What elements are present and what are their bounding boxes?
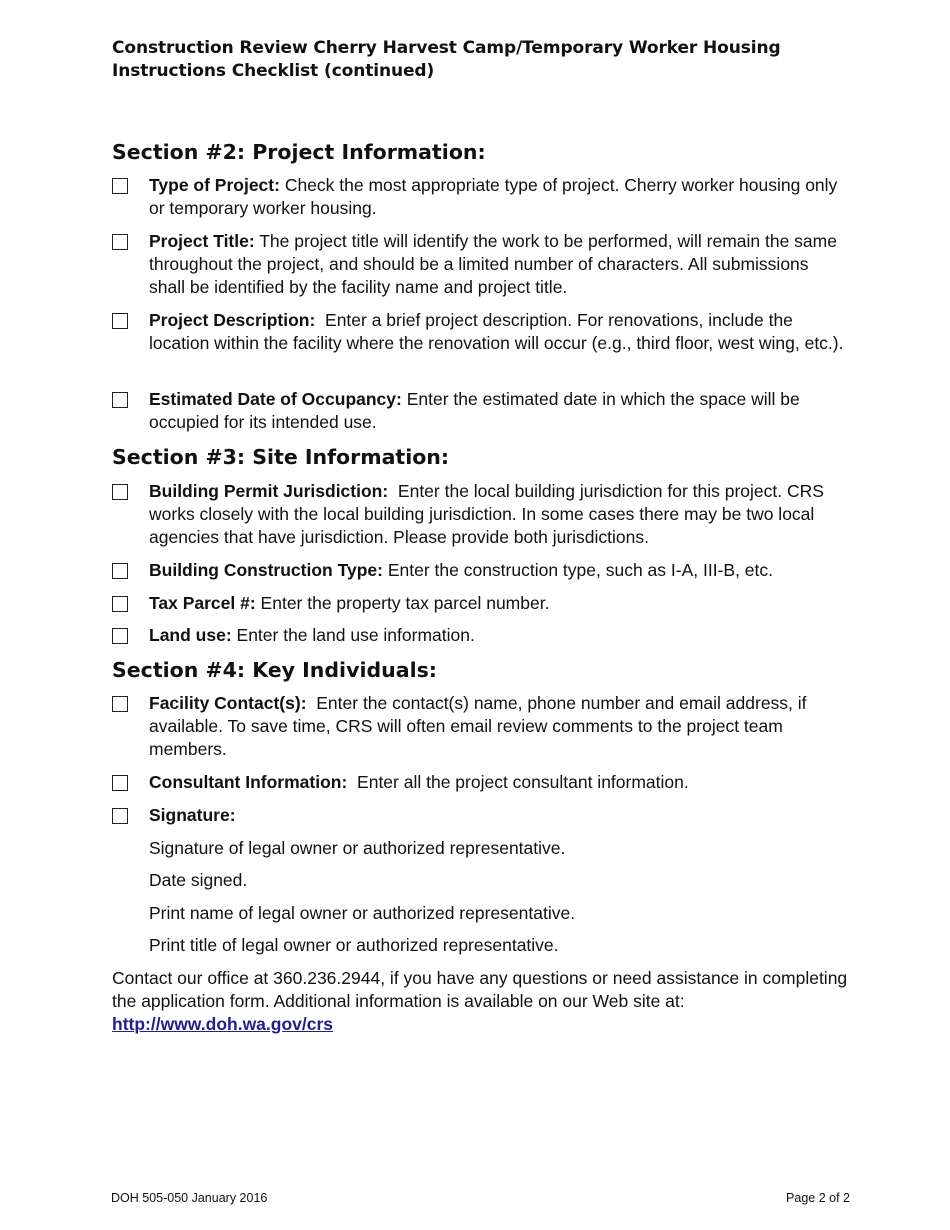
item-text: Signature: <box>149 805 236 825</box>
item-text: Estimated Date of Occupancy: Enter the estimated date in which the space will be occupied for its intended use. <box>149 389 800 432</box>
item-text: Project Title: The project title will identify the work to be performed, will remain the same throughout the project, and should be a limited number of characters. All submissions shall be identified by the facility name and project title. <box>149 231 837 297</box>
checkbox[interactable] <box>112 234 128 250</box>
item-text: Land use: Enter the land use information. <box>149 625 475 645</box>
print-name-line: Print name of legal owner or authorized representative. <box>149 903 576 923</box>
checkbox[interactable] <box>112 628 128 644</box>
document-title <box>112 37 852 83</box>
checkbox[interactable] <box>112 808 128 824</box>
item-text: Building Permit Jurisdiction: Enter the local building jurisdiction for this project. CRS works closely with the local building jurisdiction. In some cases there may be two local agencies that have jurisdiction. Please provide both jurisdictions. <box>149 481 829 547</box>
checkbox[interactable] <box>112 596 128 612</box>
document-title-line-2: Instructions Checklist (continued) <box>112 61 435 81</box>
signature-line: Signature of legal owner or authorized representative. <box>149 838 566 858</box>
section-2-heading: Section #2: Project Information: <box>112 140 486 164</box>
item-text: Project Description: Enter a brief project description. For renovations, include the location within the facility where the renovation will occur (e.g., third floor, west wing, etc.). <box>149 310 844 353</box>
document-title-line-1: Construction Review Cherry Harvest Camp/Temporary Worker Housing <box>112 38 781 58</box>
checkbox[interactable] <box>112 178 128 194</box>
checkbox[interactable] <box>112 775 128 791</box>
checkbox[interactable] <box>112 484 128 500</box>
contact-text: Contact our office at 360.236.2944, if you have any questions or need assistance in completing the application form. Additional information is available on our Web site at: <box>112 968 848 1011</box>
section-3-heading: Section #3: Site Information: <box>112 445 450 469</box>
item-text: Type of Project: Check the most appropriate type of project. Cherry worker housing only or temporary worker housing. <box>149 175 838 218</box>
date-signed-line: Date signed. <box>149 870 248 890</box>
checkbox[interactable] <box>112 563 128 579</box>
checkbox[interactable] <box>112 313 128 329</box>
contact-paragraph <box>112 967 852 1036</box>
checkbox[interactable] <box>112 696 128 712</box>
checkbox[interactable] <box>112 392 128 408</box>
crs-website-link[interactable]: http://www.doh.wa.gov/crs <box>112 1014 334 1034</box>
footer-form-id: DOH 505-050 January 2016 <box>111 1191 268 1205</box>
section-4-heading: Section #4: Key Individuals: <box>112 658 438 682</box>
print-title-line: Print title of legal owner or authorized representative. <box>149 935 559 955</box>
item-text: Consultant Information: Enter all the project consultant information. <box>149 772 689 792</box>
footer-page-number: Page 2 of 2 <box>786 1191 850 1205</box>
item-text: Building Construction Type: Enter the construction type, such as I-A, III-B, etc. <box>149 560 774 580</box>
item-text: Tax Parcel #: Enter the property tax parcel number. <box>149 593 550 613</box>
item-text: Facility Contact(s): Enter the contact(s) name, phone number and email address, if available. To save time, CRS will often email review comments to the project team members. <box>149 693 812 759</box>
